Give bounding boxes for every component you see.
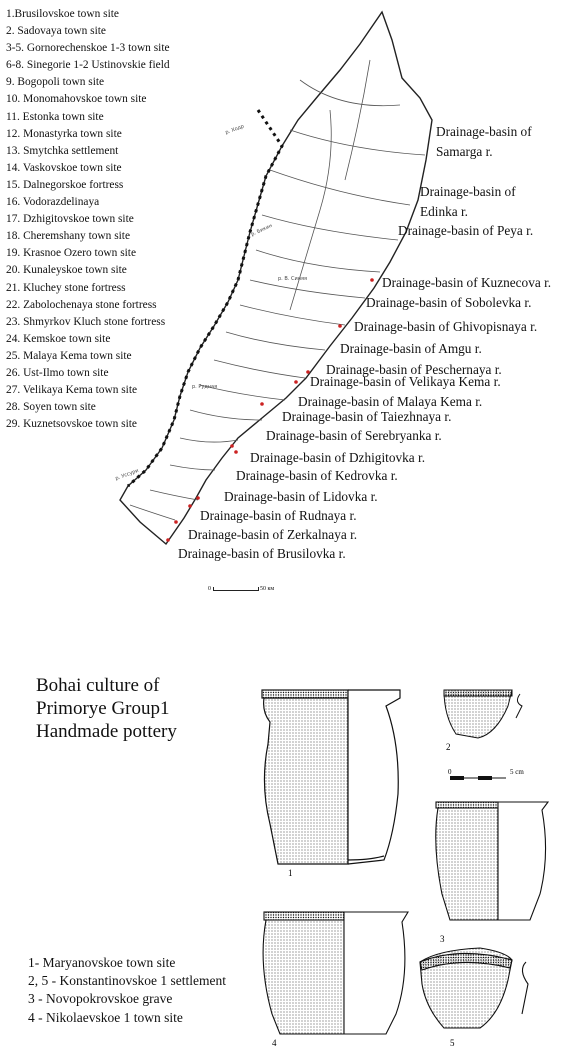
basin-label-kedrovka: Drainage-basin of Kedrovka r.	[236, 468, 398, 483]
basin-label-amgu: Drainage-basin of Amgu r.	[340, 341, 482, 356]
vessel-2	[444, 690, 522, 738]
svg-text:р. Ходр: р. Ходр	[224, 123, 245, 136]
basin-label-zerkalnaya: Drainage-basin of Zerkalnaya r.	[188, 527, 358, 542]
site-list-item: 10. Monomahovskoe town site	[6, 93, 147, 106]
site-list-item: 29. Kuznetsovskoe town site	[6, 418, 137, 431]
basin-label-velikaya-kema: Drainage-basin of Velikaya Kema r.	[310, 374, 501, 389]
site-list-item: 17. Dzhigitovskoe town site	[6, 213, 134, 226]
scale-end-label: 5 cm	[510, 768, 524, 776]
title-line: Bohai culture of	[36, 675, 160, 696]
vessel-3	[436, 802, 548, 920]
legend-item: 3 - Novopokrovskoe grave	[28, 991, 173, 1007]
site-list-item: 1.Brusilovskoe town site	[6, 8, 119, 20]
basin-label-peya: Drainage-basin of Peya r.	[398, 223, 534, 238]
site-list-item: 28. Soyen town site	[6, 401, 96, 414]
basin-label-dzhigitovka: Drainage-basin of Dzhigitovka r.	[250, 450, 426, 465]
scale-start-label: 0	[448, 768, 452, 776]
basin-label-lidovka: Drainage-basin of Lidovka r.	[224, 489, 378, 504]
site-list-item: 26. Ust-Ilmo town site	[6, 366, 109, 379]
site-list-item: 16. Vodorazdelinaya	[6, 196, 100, 209]
site-list-item: 21. Kluchey stone fortress	[6, 281, 126, 294]
pottery-title	[36, 674, 177, 743]
site-list-item: 12. Monastyrka town site	[6, 127, 122, 140]
pottery-drawings	[250, 684, 560, 1054]
legend-item: 4 - Nikolaevskoe 1 town site	[28, 1009, 183, 1025]
basin-label-sobolevka: Drainage-basin of Sobolevka r.	[366, 295, 532, 310]
site-list-item: 15. Dalnegorskoe fortress	[6, 178, 124, 191]
map-scale-bar	[208, 586, 274, 592]
site-list-item: 6-8. Sinegorie 1-2 Ustinovskie field	[6, 59, 170, 72]
svg-text:р. В. Синяя: р. В. Синяя	[278, 276, 307, 282]
site-list-item: 9. Bogopoli town site	[6, 76, 105, 89]
site-list-item: 2. Sadovaya town site	[6, 25, 106, 38]
site-list-item: 23. Shmyrkov Kluch stone fortress	[6, 315, 166, 328]
site-list-item: 18. Cheremshany town site	[6, 230, 131, 243]
site-list-item: 20. Kunaleyskoe town site	[6, 264, 127, 277]
svg-text:р. Бикин: р. Бикин	[250, 222, 274, 238]
basin-label-brusilovka: Drainage-basin of Brusilovka r.	[178, 546, 346, 561]
basin-label-serebryanka: Drainage-basin of Serebryanka r.	[266, 428, 442, 443]
site-list-item: 25. Malaya Kema town site	[6, 349, 132, 362]
site-list-item: 11. Estonka town site	[6, 110, 104, 123]
basin-label-edinka: Drainage-basin of Edinka r.	[420, 184, 516, 219]
vessel-1	[262, 690, 400, 864]
legend-item: 1- Maryanovskoe town site	[28, 955, 176, 970]
title-line: Handmade pottery	[36, 721, 177, 742]
basin-label-ghivopisnaya: Drainage-basin of Ghivopisnaya r.	[354, 319, 538, 334]
vessel-number: 2	[446, 742, 451, 752]
basin-label-rudnaya: Drainage-basin of Rudnaya r.	[200, 508, 357, 523]
site-list-item: 24. Kemskoe town site	[6, 332, 111, 345]
vessel-number: 3	[440, 934, 445, 944]
site-list-item: 19. Krasnoe Ozero town site	[6, 247, 137, 260]
site-list-item: 27. Velikaya Kema town site	[6, 384, 138, 397]
svg-text:р. Уссури: р. Уссури	[114, 467, 140, 482]
vessel-number: 4	[272, 1038, 277, 1048]
basin-label-samarga: Drainage-basin of Samarga r.	[436, 124, 532, 159]
scale-line	[213, 587, 259, 591]
legend-item: 2, 5 - Konstantinovskoe 1 settlement	[28, 973, 226, 989]
site-list	[6, 6, 170, 433]
site-list-item: 14. Vaskovskoe town site	[6, 161, 122, 174]
pottery-scale-bar	[448, 768, 524, 780]
vessel-4	[263, 912, 408, 1034]
basin-label-kuznecova: Drainage-basin of Kuznecova r.	[382, 275, 552, 290]
svg-text:р. Рудная: р. Рудная	[192, 384, 218, 390]
scale-end-label: 50 км	[260, 586, 275, 592]
site-list-item: 3-5. Gornorechenskoe 1-3 town site	[6, 42, 170, 55]
basin-label-peschernaya: Drainage-basin of Peschernaya r.	[326, 362, 502, 377]
scale-start-label: 0	[208, 586, 211, 592]
site-list-item: 13. Smytchka settlement	[6, 144, 119, 157]
vessel-number: 1	[288, 868, 293, 878]
pottery-legend	[28, 954, 226, 1027]
vessel-number: 5	[450, 1038, 455, 1048]
title-line: Primorye Group1	[36, 698, 170, 719]
basin-label-taiezhnaya: Drainage-basin of Taiezhnaya r.	[282, 409, 452, 424]
site-list-item: 22. Zabolochenaya stone fortress	[6, 298, 157, 311]
basin-label-malaya-kema: Drainage-basin of Malaya Kema r.	[298, 394, 483, 409]
vessel-5	[420, 948, 528, 1028]
